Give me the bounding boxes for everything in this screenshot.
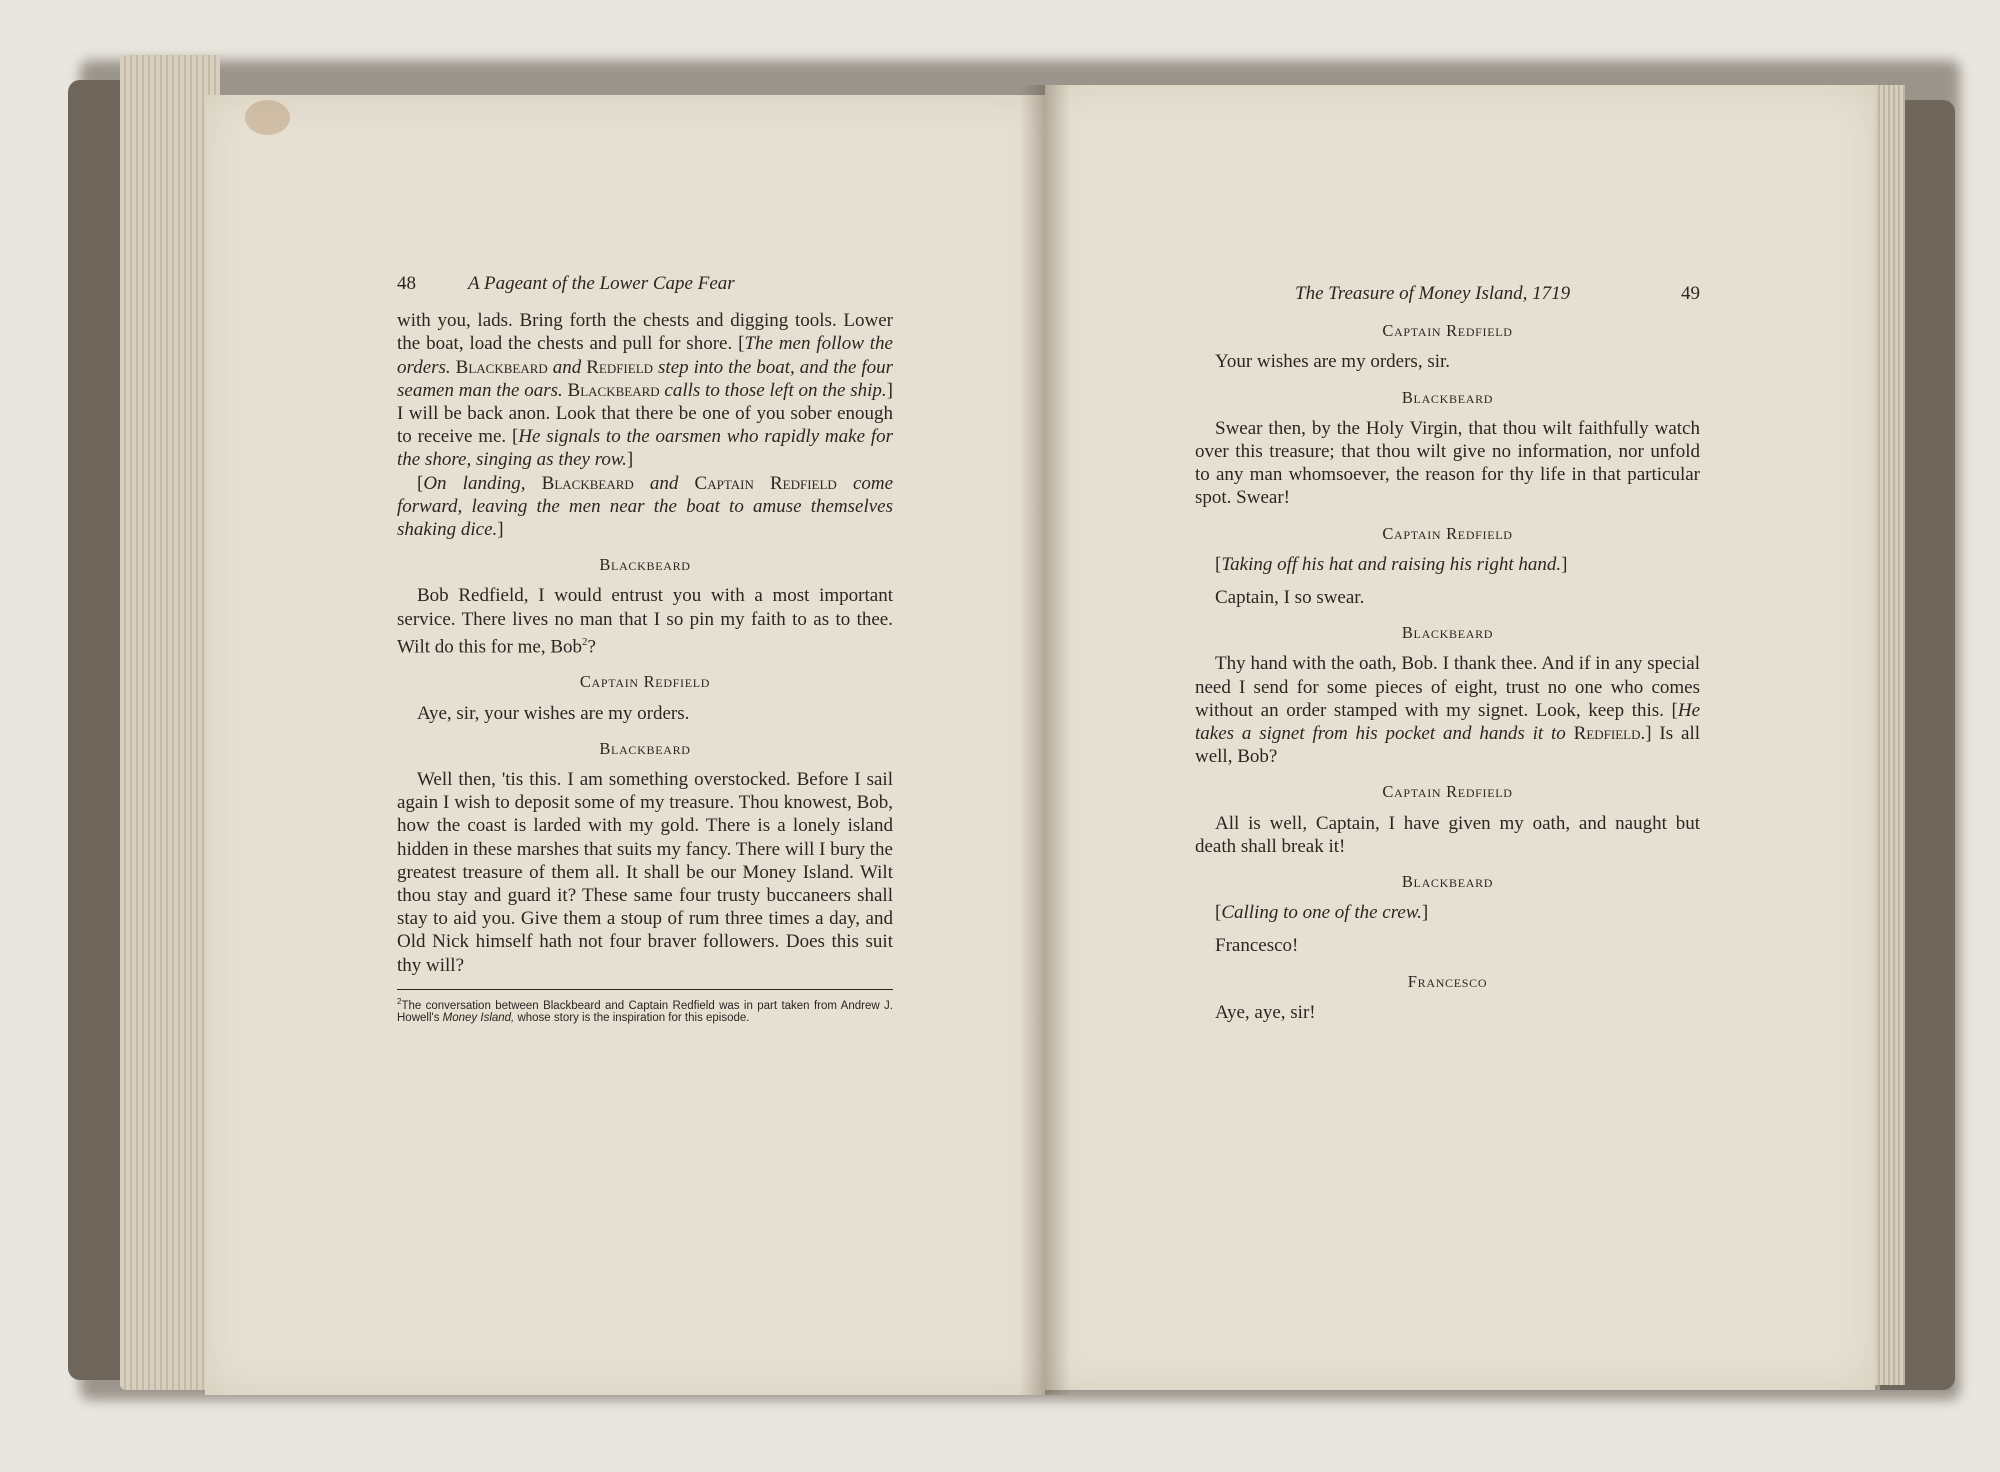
dialogue: Thy hand with the oath, Bob. I thank thee. And if in any special need I send for some pieces of eight, trust no one who comes without an order stamped with my signet. Look, keep this. [He takes a signet from his pocket and hands it to Redfield.] Is all well, Bob?: [1195, 653, 1700, 768]
dialogue: Your wishes are my orders, sir.: [1215, 351, 1451, 373]
right-page-text: [1195, 282, 1700, 1024]
right-page-header: [1195, 282, 1700, 305]
dialogue: All is well, Captain, I have given my oath, and naught but death shall break it!: [1195, 812, 1700, 857]
left-page-text: [397, 272, 893, 1025]
running-head: A Pageant of the Lower Cape Fear: [468, 273, 735, 294]
speaker-name: Captain Redfield: [1382, 523, 1513, 543]
stage-direction: [Calling to one of the crew.]: [1215, 902, 1429, 924]
dialogue: Well then, 'tis this. I am something overstocked. Before I sail again I wish to deposit some of my treasure. Thou knowest, Bob, how the coast is larded with my gold. There is a lonely island hidden in these marshes that suits my fancy. There will I bury the greatest treasure of them all. It shall be our Money Island. Wilt thou stay and guard it? These same four trusty buccaneers shall stay to aid you. Give them a stoup of rum three times a day, and Old Nick himself hath not four braver followers. Does this suit thy will?: [397, 768, 893, 976]
speaker-name: Francesco: [1407, 971, 1488, 991]
running-head: The Treasure of Money Island, 1719: [1295, 283, 1571, 304]
page-number: 49: [1681, 283, 1700, 304]
page-number: 48: [397, 273, 416, 294]
paragraph: with you, lads. Bring forth the chests and digging tools. Lower the boat, load the chests and pull for shore. [The men follow the orders. Blackbeard and Redfield step into the boat, and the four seamen man the oars. Blackbeard calls to those left on the ship.] I will be back anon. Look that there be one of you sober enough to receive me. [He signals to the oarsmen who rapidly make for the shore, singing as they row.]: [397, 310, 894, 471]
speaker-name: Blackbeard: [1401, 623, 1494, 643]
stage-direction: [On landing, Blackbeard and Captain Redfield come forward, leaving the men near the boat to amuse themselves shaking dice.]: [397, 472, 894, 541]
speaker-name: Captain Redfield: [1382, 782, 1513, 802]
speaker-name: Captain Redfield: [579, 672, 711, 692]
dialogue: Aye, aye, sir!: [1215, 1001, 1316, 1023]
speaker-name: Blackbeard: [1401, 872, 1494, 892]
dialogue: Swear then, by the Holy Virgin, that thou wilt faithfully watch over this treasure; that thou wilt give no information, nor unfold to any man whomsoever, the reason for thy life in that particular spot. Swear!: [1195, 417, 1700, 509]
dialogue: Bob Redfield, I would entrust you with a most important service. There lives no man that I so pin my faith to as to thee. Wilt do this for me, Bob$^2$?: [397, 585, 893, 658]
speaker-name: Blackbeard: [1401, 387, 1494, 407]
dialogue: Captain, I so swear.: [1215, 587, 1365, 609]
speaker-name: Blackbeard: [599, 738, 691, 758]
footnote: $^2$The conversation between Blackbeard and Captain Redfield was in part taken from Andrew J. Howell's Money Island, whose story is the inspiration for this episode.: [397, 996, 893, 1025]
book-gutter: [1020, 85, 1070, 1395]
stage-direction: [Taking off his hat and raising his right hand.]: [1215, 553, 1568, 575]
page-stain: [245, 100, 290, 135]
speaker-name: Captain Redfield: [1382, 321, 1513, 341]
footnote-rule: [397, 989, 893, 990]
dialogue: Francesco!: [1215, 935, 1299, 957]
speaker-name: Blackbeard: [599, 555, 691, 575]
dialogue: Aye, sir, your wishes are my orders.: [417, 702, 690, 724]
left-page-header: [397, 272, 893, 295]
